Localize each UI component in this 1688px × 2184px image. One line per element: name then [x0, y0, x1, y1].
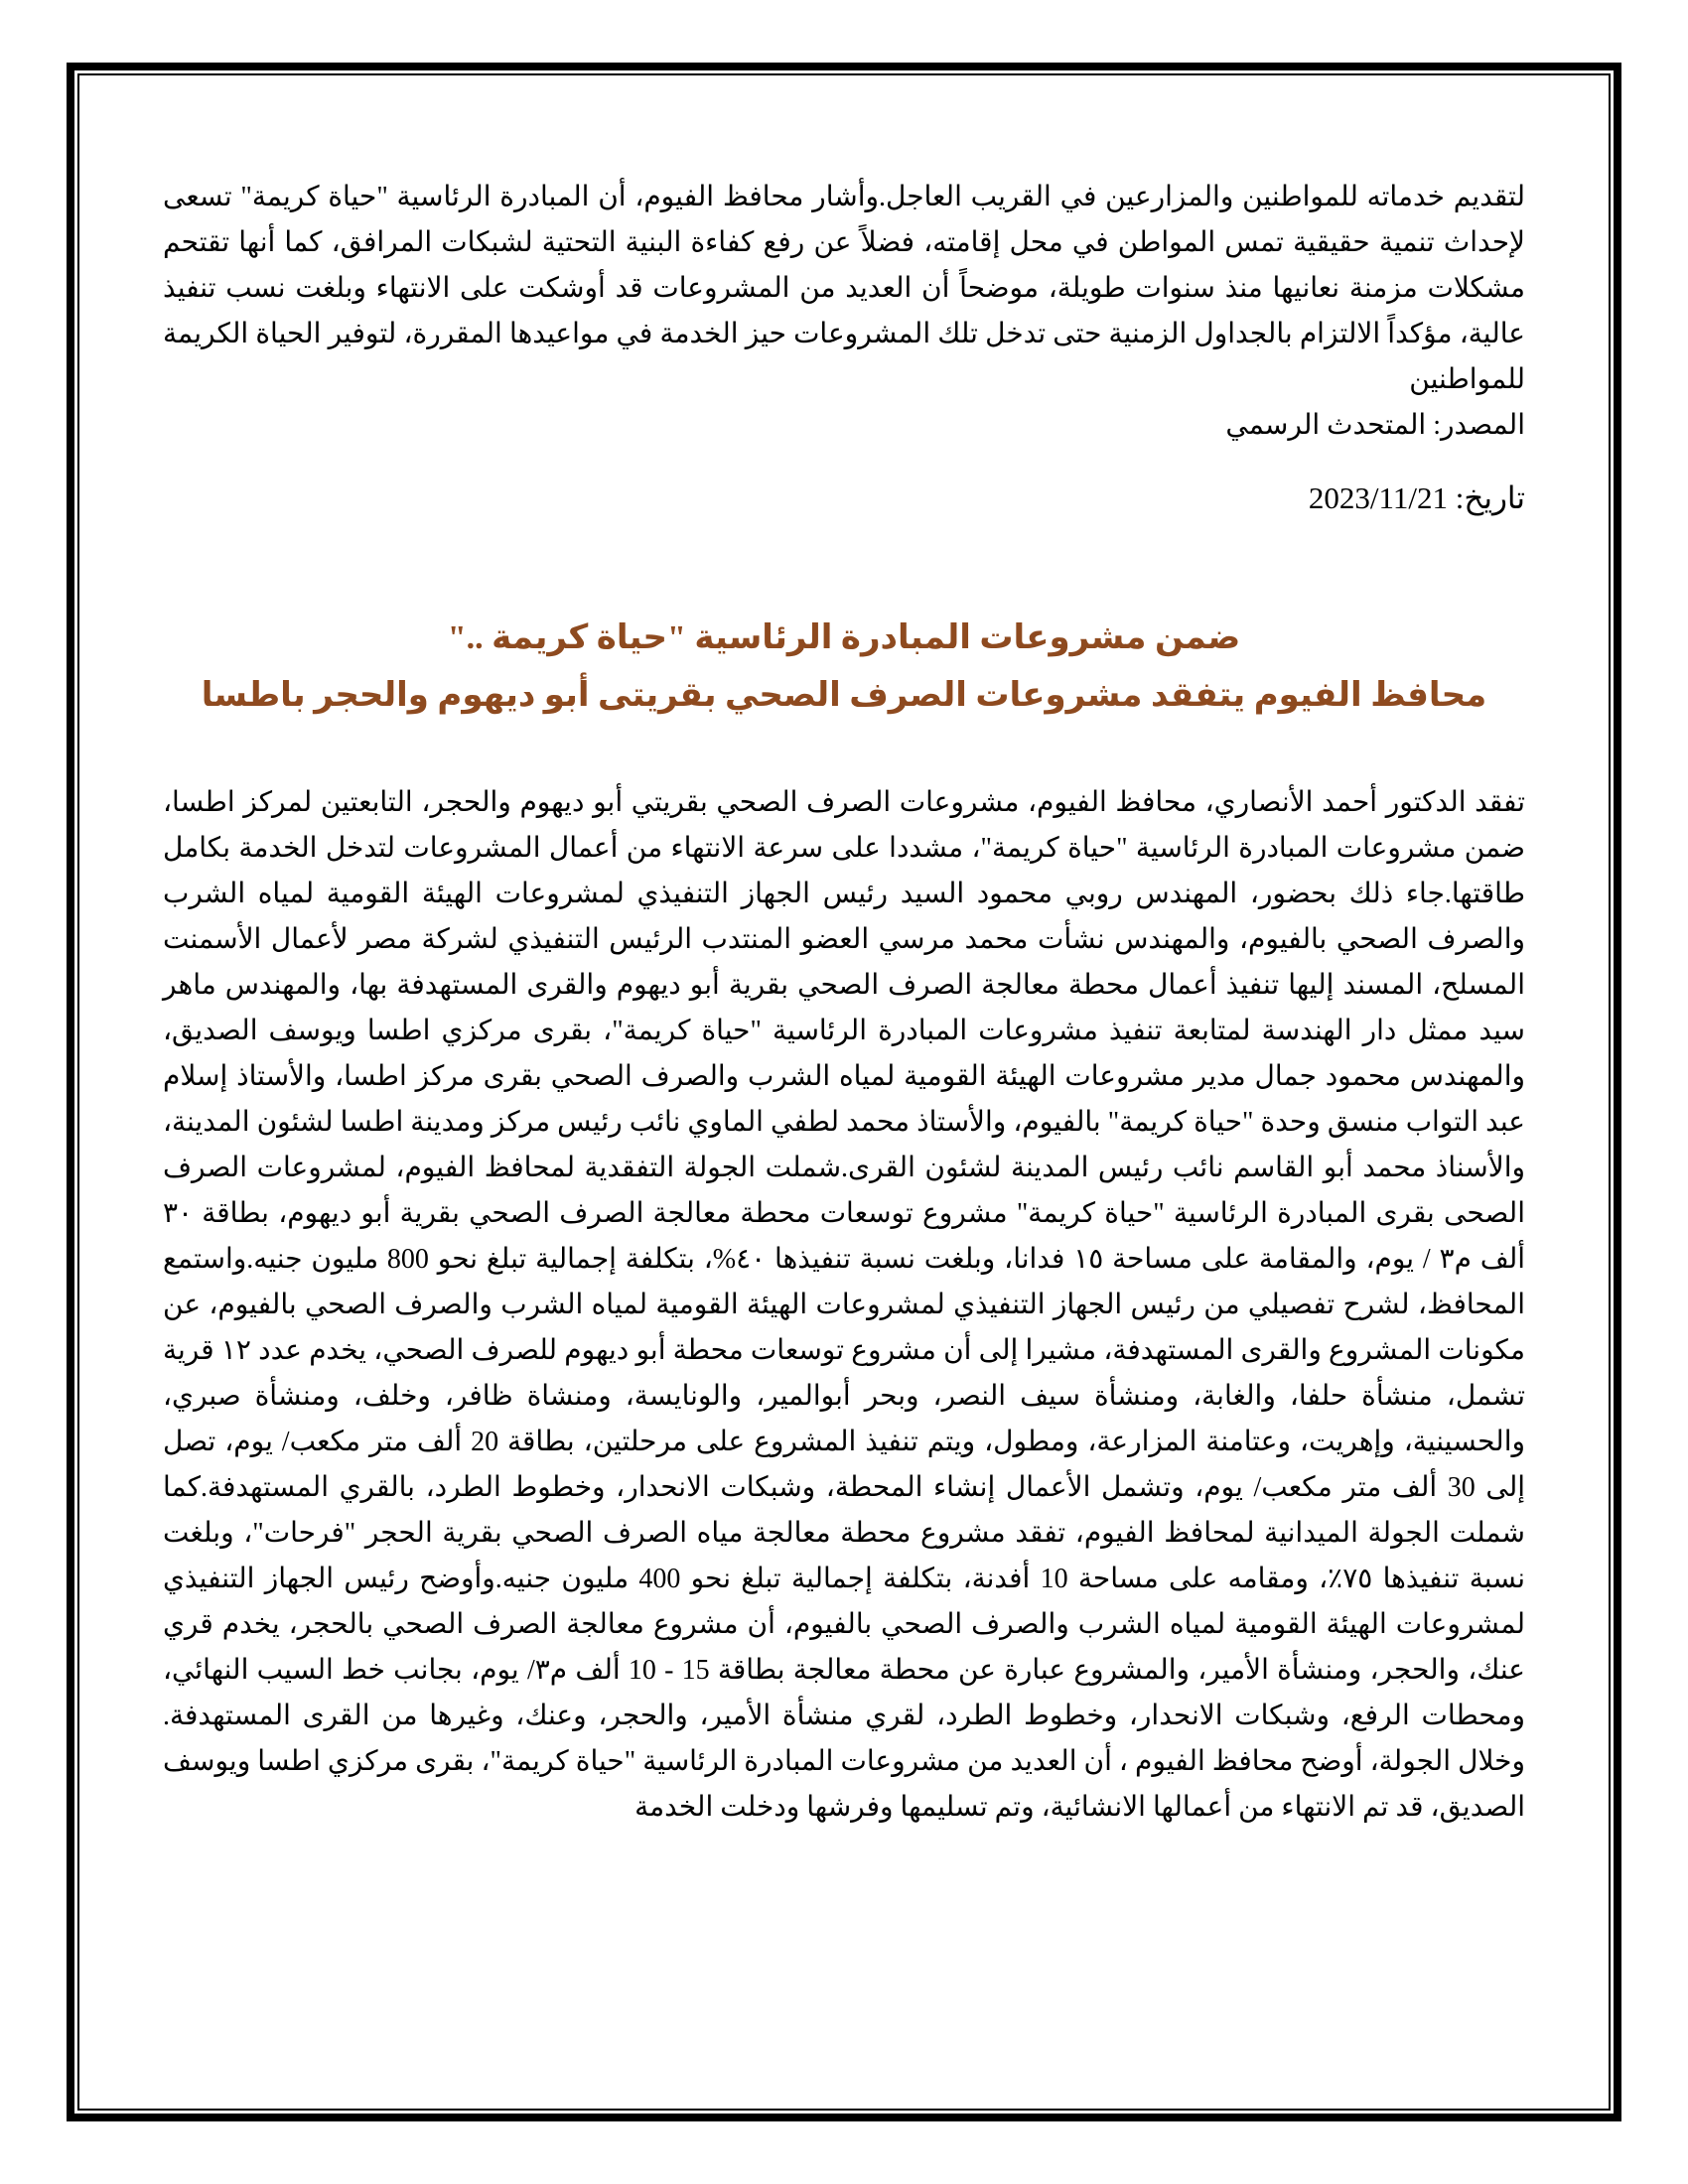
date-line: تاريخ: 2023/11/21 [1308, 480, 1525, 515]
headline-line-1: ضمن مشروعات المبادرة الرئاسية "حياة كريمة .." [447, 619, 1241, 656]
article-headline [163, 610, 1525, 725]
source-line: المصدر: المتحدث الرسمي [1225, 410, 1525, 441]
page-border-frame-inner [77, 73, 1611, 2111]
body-paragraph: تفقد الدكتور أحمد الأنصاري، محافظ الفيوم، مشروعات الصرف الصحي بقريتي أبو ديهوم والحجر، التابعتين لمركز اطسا، ضمن مشروعات المبادرة الرئاسية "حياة كريمة"، مشددا على سرعة الانتهاء من أعمال المشروعات لتدخل الخدمة بكامل طاقتها.جاء ذلك بحضور، المهندس روبي محمود السيد رئيس الجهاز التنفيذي لمشروعات الهيئة القومية لمياه الشرب والصرف الصحي بالفيوم، والمهندس نشأت محمد مرسي العضو المنتدب الرئيس التنفيذي لشركة مصر لأعمال الأسمنت المسلح، المسند إليها تنفيذ أعمال محطة معالجة الصرف الصحي بقرية أبو ديهوم والقرى المستهدفة بها، والمهندس ماهر سيد ممثل دار الهندسة لمتابعة تنفيذ مشروعات المبادرة الرئاسية "حياة كريمة"، بقرى مركزي اطسا ويوسف الصديق، والمهندس محمود جمال مدير مشروعات الهيئة القومية لمياه الشرب والصرف الصحي بقرى مركز اطسا، والأستاذ إسلام عبد التواب منسق وحدة "حياة كريمة" بالفيوم، والأستاذ محمد لطفي الماوي نائب رئيس مركز ومدينة اطسا لشئون المدينة، والأسناذ محمد أبو القاسم نائب رئيس المدينة لشئون القرى.شملت الجولة التفقدية لمحافظ الفيوم، لمشروعات الصرف الصحى بقرى المبادرة الرئاسية "حياة كريمة" مشروع توسعات محطة معالجة الصرف الصحي بقرية أبو ديهوم، بطاقة ٣٠ ألف م٣ / يوم، والمقامة على مساحة ١٥ فدانا، وبلغت نسبة تنفيذها ٤٠%، بتكلفة إجمالية تبلغ نحو 800 مليون جنيه.واستمع المحافظ، لشرح تفصيلي من رئيس الجهاز التنفيذي لمشروعات الهيئة القومية لمياه الشرب والصرف الصحي بالفيوم، عن مكونات المشروع والقرى المستهدفة، مشيرا إلى أن مشروع توسعات محطة أبو ديهوم للصرف الصحي، يخدم عدد ١٢ قرية تشمل، منشأة حلفا، والغابة، ومنشأة سيف النصر، وبحر أبوالمير، والونايسة، ومنشاة ظافر، وخلف، ومنشأة صبري، والحسينية، وإهريت، وعتامنة المزارعة، ومطول، ويتم تنفيذ المشروع على مرحلتين، بطاقة 20 ألف متر مكعب/ يوم، تصل إلى 30 ألف متر مكعب/ يوم، وتشمل الأعمال إنشاء المحطة، وشبكات الانحدار، وخطوط الطرد، بالقري المستهدفة.كما شملت الجولة الميدانية لمحافظ الفيوم، تفقد مشروع محطة معالجة مياه الصرف الصحي بقرية الحجر "فرحات"، وبلغت نسبة تنفيذها ٧٥٪، ومقامه على مساحة 10 أفدنة، بتكلفة إجمالية تبلغ نحو 400 مليون جنيه.وأوضح رئيس الجهاز التنفيذي لمشروعات الهيئة القومية لمياه الشرب والصرف الصحي بالفيوم، أن مشروع معالجة الصرف الصحي بالحجر، يخدم قري عنك، والحجر، ومنشأة الأمير، والمشروع عبارة عن محطة معالجة بطاقة ‪10 - 15‬ ألف م٣/ يوم، بجانب خط السيب النهائي، ومحطات الرفع، وشبكات الانحدار، وخطوط الطرد، لقري منشأة الأمير، والحجر، وعنك، وغيرها من القرى المستهدفة. وخلال الجولة، أوضح محافظ الفيوم ، أن العديد من مشروعات المبادرة الرئاسية "حياة كريمة"، بقرى مركزي اطسا ويوسف الصديق، قد تم الانتهاء من أعمالها الانشائية، وتم تسليمها وفرشها ودخلت الخدمة [163, 787, 1526, 1823]
document-content [79, 75, 1609, 2109]
page-border-frame [67, 63, 1621, 2121]
headline-line-2: محافظ الفيوم يتفقد مشروعات الصرف الصحي بقريتى أبو ديهوم والحجر باطسا [201, 677, 1487, 714]
intro-paragraph: لتقديم خدماته للمواطنين والمزارعين في القريب العاجل.وأشار محافظ الفيوم، أن المبادرة الرئاسية "حياة كريمة" تسعى لإحداث تنمية حقيقية تمس المواطن في محل إقامته، فضلاً عن رفع كفاءة البنية التحتية لشبكات المرافق، كما أنها تقتحم مشكلات مزمنة نعانيها منذ سنوات طويلة، موضحاً أن العديد من المشروعات قد أوشكت على الانتهاء وبلغت نسب تنفيذ عالية، مؤكداً الالتزام بالجداول الزمنية حتى تدخل تلك المشروعات حيز الخدمة في مواعيدها المقررة، لتوفير الحياة الكريمة للمواطنين [163, 182, 1525, 395]
